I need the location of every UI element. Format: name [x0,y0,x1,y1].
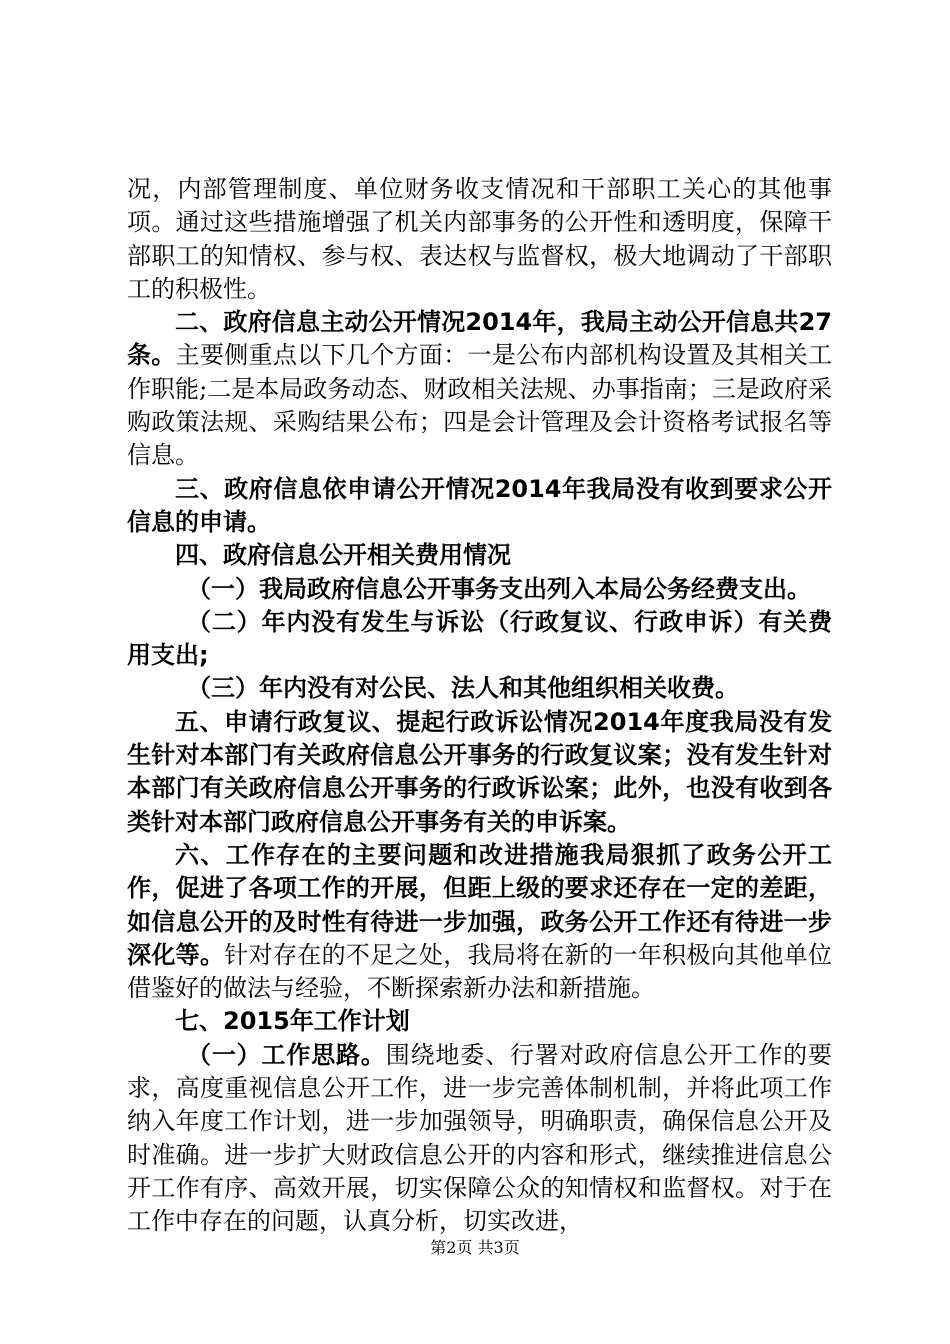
section-7-item-1-text: 围绕地委、行署对政府信息公开工作的要求，高度重视信息公开工作，进一步完善体制机制，并将此项工作纳入年度工作计划，进一步加强领导，明确职责，确保信息公开及时准确。进一步扩大财政信息公开的内容和形式，继续推进信息公开工作有序、高效开展，切实保障公众的知情权和监督权。对于在工作中存在的问题，认真分析，切实改进， [127,1040,833,1236]
section-4-heading: 四、政府信息公开相关费用情况 [175,541,511,570]
paragraph-continuation [127,173,832,306]
section-5-heading: 五、申请行政复议、提起行政诉讼情况2014年度我局没有发生针对本部门有关政府信息公开事务的行政复议案；没有发生针对本部门有关政府信息公开事务的行政诉讼案；此外，也没有收到各类针对本部门政府信息公开事务有关的申诉案。 [127,707,832,836]
section-7-heading: 七、2015年工作计划 [175,1007,410,1036]
section-4-item-1-text: （一）我局政府信息公开事务支出列入本局公务经费支出。 [187,574,811,603]
section-2-text: 主要侧重点以下几个方面：一是公布内部机构设置及其相关工作职能;二是本局政务动态、财政相关法规、办事指南；三是政府采购政策法规、采购结果公布；四是会计管理及会计资格考试报名等信息。 [127,341,833,470]
section-4-item-3-text: （三）年内没有对公民、法人和其他组织相关收费。 [187,674,739,703]
section-2-heading: 二、政府信息主动公开情况2014年，我局主动公开信息共27条。 [127,308,832,370]
page-number-label: 第2页 共3页 [430,1238,520,1257]
section-6-text: 针对存在的不足之处，我局将在新的一年积极向其他单位借鉴好的做法与经验，不断探索新办法和新措施。 [127,940,833,1003]
section-5-paragraph [127,706,832,839]
section-4-paragraph [127,539,832,572]
section-3-heading: 三、政府信息依申请公开情况2014年我局没有收到要求公开信息的申请。 [127,474,832,536]
section-4-item-2-text: （二）年内没有发生与诉讼（行政复议、行政申诉）有关费用支出; [127,607,832,670]
section-4-item-1 [127,573,832,606]
section-3-paragraph [127,473,832,540]
section-2-paragraph [127,306,832,472]
section-6-paragraph [127,839,832,1005]
section-4-item-2 [127,606,832,673]
section-7-paragraph [127,1005,832,1038]
paragraph-text: 况，内部管理制度、单位财务收支情况和干部职工关心的其他事项。通过这些措施增强了机关内部事务的公开性和透明度，保障干部职工的知情权、参与权、表达权与监督权，极大地调动了干部职工的积极性。 [127,175,832,303]
section-4-item-3 [127,672,832,705]
page-footer [0,1238,950,1258]
document-body [127,173,832,1239]
section-7-item-1 [127,1039,832,1239]
section-7-item-1-heading: （一）工作思路。 [187,1040,386,1069]
section-6-heading: 六、工作存在的主要问题和改进措施我局狠抓了政务公开工作，促进了各项工作的开展，但距上级的要求还存在一定的差距，如信息公开的及时性有待进一步加强，政务公开工作还有待进一步深化等。 [127,840,832,969]
